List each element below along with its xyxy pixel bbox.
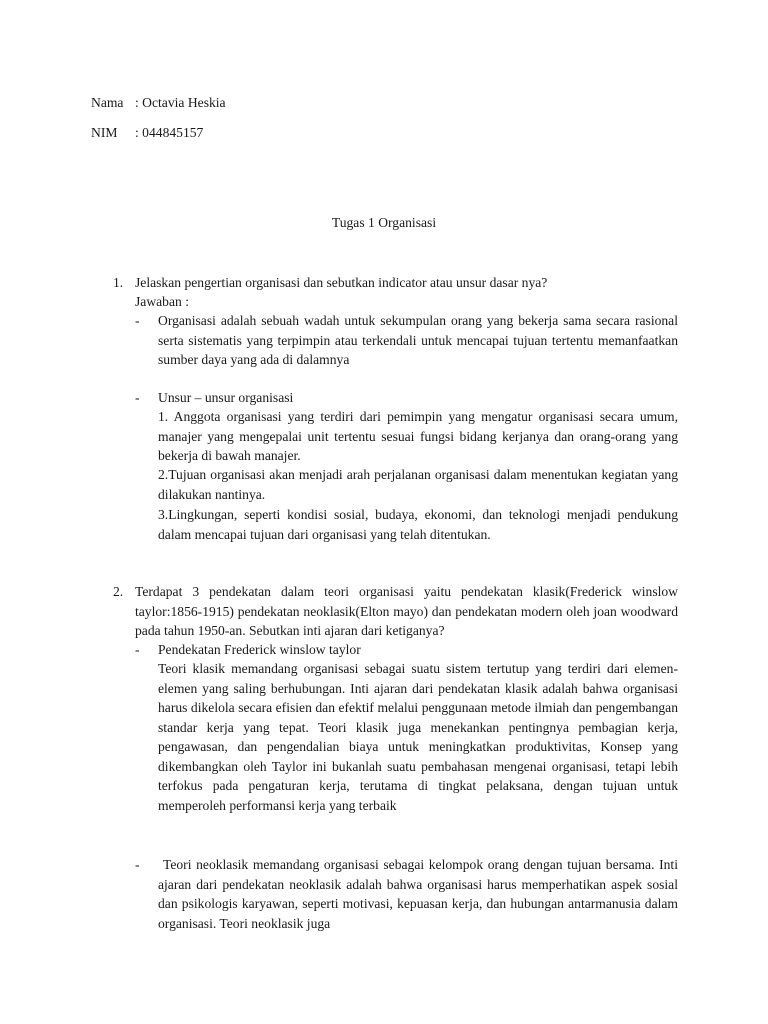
document-title: Tugas 1 Organisasi — [331, 215, 437, 230]
q1-bullet-b-dash: - — [135, 390, 140, 405]
q1-bullet-b-title: Unsur – unsur organisasi — [158, 390, 294, 405]
q2-question: Terdapat 3 pendekatan dalam teori organisasi yaitu pendekatan klasik(Frederick winslow taylor:1856-1915) pendekatan neoklasik(Elton mayo) dan pendekatan modern oleh joan woodward pada tahun 1950-an. Sebutkan inti ajaran dari ketiganya? — [135, 584, 678, 638]
q2-bullet-b-text: Teori neoklasik memandang organisasi sebagai kelompok orang dengan tujuan bersama. Inti ajaran dari pendekatan neoklasik adalah bahwa organisasi harus memperhatikan aspek sosial dan psikologis karyawan, seperti motivasi, kepuasan kerja, dan hubungan antarmanusia dalam organisasi. Teori neoklasik juga — [158, 857, 678, 931]
q1-item-3: 3.Lingkungan, seperti kondisi sosial, budaya, ekonomi, dan teknologi menjadi pendukung dalam mencapai tujuan dari organisasi yang telah ditentukan. — [158, 507, 678, 542]
q2-number: 2. — [113, 584, 124, 599]
q1-number: 1. — [113, 275, 124, 290]
q2-bullet-a-title: Pendekatan Frederick winslow taylor — [158, 642, 361, 657]
q2-bullet-a-dash: - — [135, 642, 140, 657]
nim-label: NIM — [91, 125, 118, 140]
q1-question: Jelaskan pengertian organisasi dan sebutkan indicator atau unsur dasar nya? — [135, 275, 548, 290]
q1-item-1: 1. Anggota organisasi yang terdiri dari pemimpin yang mengatur organisasi secara umum, manajer yang mengepalai unit tertentu sesuai fungsi bidang kerjanya dan orang-orang yang bekerja di bawah manajer. — [158, 409, 678, 463]
q1-bullet-a-text: Organisasi adalah sebuah wadah untuk sekumpulan orang yang bekerja sama secara rasional serta sistematis yang terpimpin atau terkendali untuk mencapai tujuan tertentu memanfaatkan sumber daya yang ada di dalamnya — [158, 313, 678, 367]
q1-answer-label: Jawaban : — [135, 294, 189, 309]
q1-item-2: 2.Tujuan organisasi akan menjadi arah perjalanan organisasi dalam menentukan kegiatan yang dilakukan nantinya. — [158, 467, 678, 502]
name-value: : Octavia Heskia — [135, 95, 226, 110]
q2-bullet-b-dash: - — [135, 857, 140, 872]
name-label: Nama — [91, 95, 124, 110]
q1-bullet-a-dash: - — [135, 313, 140, 328]
q2-bullet-a-text: Teori klasik memandang organisasi sebagai suatu sistem tertutup yang terdiri dari elemen-elemen yang saling berhubungan. Inti ajaran dari pendekatan klasik adalah bahwa organisasi harus dikelola secara efisien dan efektif melalui penggunaan metode ilmiah dan pengembangan standar kerja yang tepat. Teori klasik juga menekankan pentingnya pembagian kerja, pengawasan, dan pengendalian biaya untuk meningkatkan produktivitas, Konsep yang dikembangkan oleh Taylor ini bukanlah suatu pembahasan mengenai organisasi, tetapi lebih terfokus pada pengaturan kerja, terutama di tingkat pelaksana, dengan tujuan untuk memperoleh performansi kerja yang terbaik — [158, 661, 678, 813]
nim-value: : 044845157 — [135, 125, 204, 140]
